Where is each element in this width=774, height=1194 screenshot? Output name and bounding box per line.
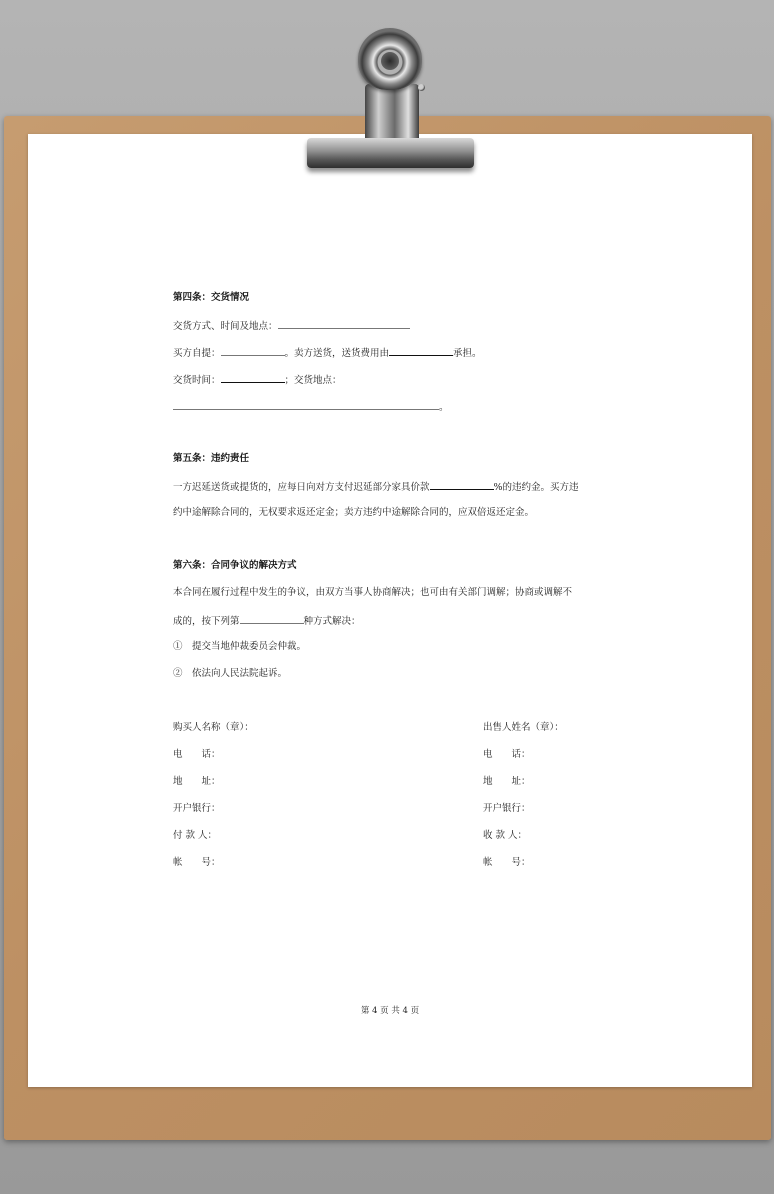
clip-hole [381,52,399,70]
method-choice-text: 成的，按下列第 [173,616,240,627]
section4-line2 [173,346,482,360]
section4-line3 [173,373,342,387]
section4-line4 [173,400,449,414]
self-pickup-label: 买方自提： [173,348,221,359]
penalty-rate-blank[interactable] [430,480,494,490]
bear-text: 承担。 [453,348,482,359]
section5-heading: 第五条：违约责任 [173,453,250,464]
section6-heading: 第六条：合同争议的解决方式 [173,560,297,571]
buyer-phone-label: 电 话： [173,749,221,760]
penalty-rate-text: %的违约金。买方违 [493,482,579,493]
seller-name-label: 出售人姓名（章）： [483,722,564,733]
delivery-fee-blank[interactable] [389,346,453,356]
clip-neck [365,84,419,142]
option-arbitration: ① 提交当地仲裁委员会仲裁。 [173,641,307,652]
delivery-place-blank[interactable] [173,400,439,410]
clip-plate [307,138,474,168]
penalty-text: 一方迟延送货或提货的，应每日向对方支付迟延部分家具价款 [173,482,430,493]
section4-heading: 第四条：交货情况 [173,292,250,303]
seller-phone-label: 电 话： [483,749,531,760]
delivery-method-blank[interactable] [278,319,410,329]
self-pickup-blank[interactable] [221,346,285,356]
delivery-time-label: 交货时间： [173,375,221,386]
buyer-payer-label: 付 款 人： [173,830,218,841]
method-choice-blank[interactable] [240,614,304,624]
buyer-account-label: 帐 号： [173,857,221,868]
delivery-method-label: 交货方式、时间及地点： [173,321,278,332]
delivery-time-blank[interactable] [221,373,285,383]
buyer-name-label: 购买人名称（章）： [173,722,254,733]
seller-bank-label: 开户银行： [483,803,531,814]
section6-line2 [173,614,361,628]
page-number: 第 4 页 共 4 页 [360,1006,420,1016]
period-text: 。 [439,402,449,413]
method-choice-suffix: 种方式解决： [303,616,361,627]
section5-line1 [173,480,579,494]
buyer-bank-label: 开户银行： [173,803,221,814]
clip-rivet [418,84,425,91]
seller-payee-label: 收 款 人： [483,830,528,841]
section4-line1 [173,319,410,333]
seller-address-label: 地 址： [483,776,531,787]
section5-line2: 约中途解除合同的，无权要求返还定金；卖方违约中途解除合同的，应双倍返还定金。 [173,507,535,518]
option-court: ② 依法向人民法院起诉。 [173,668,288,679]
section6-line1: 本合同在履行过程中发生的争议，由双方当事人协商解决；也可由有关部门调解；协商或调解不 [173,587,573,598]
delivery-place-label: ；交货地点： [284,375,342,386]
document-page [28,134,752,1087]
seller-delivery-text: 。卖方送货，送货费用由 [284,348,390,359]
seller-account-label: 帐 号： [483,857,531,868]
buyer-address-label: 地 址： [173,776,221,787]
